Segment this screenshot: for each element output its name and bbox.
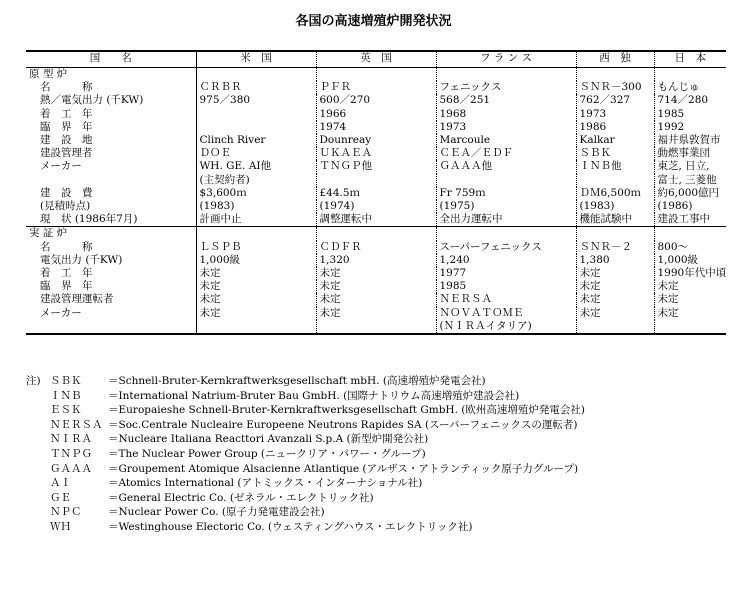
table-cell: 未定 (196, 280, 316, 293)
table-cell: 1973 (436, 121, 576, 134)
table-cell (436, 227, 576, 241)
notes-prefix (26, 462, 50, 477)
note-item (26, 418, 736, 433)
note-text: ＝Schnell-Bruter-Kernkraftwerksgesellschaft mbH. (高速増殖炉発電会社) (108, 375, 486, 387)
note-abbreviation: ＴＮＰＧ (50, 447, 92, 460)
note-abbreviation: ＥＳＫ (50, 404, 82, 417)
table-cell: 568／251 (436, 94, 576, 107)
table-cell (196, 320, 316, 334)
table-cell: ＰＦＲ (316, 81, 436, 94)
table-cell: (1983) (576, 200, 654, 213)
row-label (26, 174, 196, 187)
notes-prefix (26, 418, 50, 433)
table-cell: WH. GE. AI他 (196, 160, 316, 173)
table-cell: 1990年代中頃 (657, 267, 726, 280)
table-cell (316, 68, 436, 82)
row-label: 臨 界 年 (26, 121, 196, 134)
table-row (26, 94, 726, 107)
notes-prefix (26, 476, 50, 491)
table-cell (576, 174, 654, 187)
header-uk: 英 国 (316, 51, 436, 68)
row-label: (見積時点) (26, 200, 196, 213)
note-text: ＝Nuclear Power Co. (原子力発電建設会社) (108, 506, 325, 519)
note-text: ＝Soc.Centrale Nucleaire Europeene Neutrons Rapides SA (スーパーフェニックスの運転者) (108, 418, 578, 431)
note-text: ＝Nucleare Italiana Reacttori Avanzali S.p.A (新型炉開発公社) (108, 433, 429, 446)
table-cell: 1,380 (576, 254, 654, 267)
row-label: 建 設 費 (26, 187, 196, 200)
table-cell: (主契約者) (196, 174, 316, 187)
table-cell (654, 68, 726, 82)
table-row (26, 187, 726, 200)
table-cell: 機能試験中 (576, 213, 654, 227)
notes-prefix (26, 432, 50, 447)
note-item (26, 389, 736, 404)
row-label: 電気出力 (千KW) (26, 254, 196, 267)
table-cell: 未定 (316, 293, 436, 306)
table-cell: 未定 (576, 307, 654, 320)
table-cell: 富士, 三菱他 (657, 173, 717, 186)
table-cell (436, 174, 576, 187)
row-label: 名 称 (26, 81, 196, 94)
table-cell: 1985 (436, 280, 576, 293)
row-label: 建 設 地 (26, 134, 196, 147)
table-row (26, 280, 726, 293)
table-row (26, 320, 726, 334)
table-cell: 1,240 (436, 254, 576, 267)
note-item (26, 403, 736, 418)
table-cell: ＣＲＢＲ (196, 81, 316, 94)
table-cell (654, 320, 726, 334)
table-row (26, 68, 726, 82)
table-cell (576, 68, 654, 82)
table-cell (576, 227, 654, 241)
notes-prefix (26, 505, 50, 520)
note-text: ＝Europaieshe Schnell-Bruter-Kernkraftwerksgesellschaft GmbH. (欧州高速増殖炉発電会社) (108, 404, 585, 417)
table-cell: 計画中止 (196, 213, 316, 227)
table-cell: 建設工事中 (657, 213, 710, 226)
table-cell: 1977 (436, 267, 576, 280)
notes-prefix (26, 520, 50, 535)
header-country: 国 名 (26, 51, 196, 68)
note-text: ＝International Natrium-Bruter Bau GmbH. (国際ナトリウム高速増殖炉建設会社) (108, 389, 520, 402)
row-label: 熱／電気出力 (千KW) (26, 94, 196, 107)
table-cell (654, 227, 726, 241)
table-cell: ＳＢＫ (576, 147, 654, 160)
row-label: 原 型 炉 (26, 68, 196, 82)
table-cell (576, 320, 654, 334)
row-label: 現 状 (1986年7月) (26, 213, 196, 227)
note-abbreviation: ＷＨ (50, 520, 71, 533)
table-cell: 1,000級 (196, 254, 316, 267)
table-row (26, 108, 726, 121)
table-cell (316, 227, 436, 241)
table-cell: Kalkar (576, 134, 654, 147)
row-label: 臨 界 年 (26, 280, 196, 293)
note-item (26, 476, 736, 491)
table-cell: 1968 (436, 108, 576, 121)
table-cell (196, 68, 316, 82)
table-cell: ＴＮＧＰ他 (316, 160, 436, 173)
table-row (26, 160, 726, 173)
table-cell: Clinch River (196, 134, 316, 147)
table-cell: 福井県敦賀市 (657, 134, 721, 147)
table-cell: ＮＥＲＳＡ (436, 293, 576, 306)
table-cell: 600／270 (316, 94, 436, 107)
table-cell: 未定 (657, 293, 679, 306)
table-row (26, 134, 726, 147)
note-text: ＝Groupement Atomique Alsacienne Atlantique (アルザス・アトランティック原子力グループ) (108, 462, 579, 475)
table-cell: 1,000級 (657, 253, 699, 266)
note-item (26, 374, 736, 389)
table-cell: 未定 (316, 280, 436, 293)
table-cell (196, 121, 316, 134)
note-text: ＝The Nuclear Power Group (ニュークリア・パワー・グループ) (108, 447, 426, 460)
table-cell: 約6,000億円 (657, 186, 720, 199)
table-cell: 全出力運転中 (436, 213, 576, 227)
notes-prefix: 注) (26, 375, 41, 387)
table-cell: 未定 (657, 306, 679, 319)
table-row (26, 174, 726, 187)
table-cell: 1985 (657, 107, 685, 120)
table-cell: ＵＫＡＥＡ (316, 147, 436, 160)
note-item (26, 462, 736, 477)
table-cell: 未定 (196, 267, 316, 280)
table-cell: ＣＤＦＲ (316, 241, 436, 254)
notes-prefix (26, 389, 50, 404)
table-cell: 未定 (316, 267, 436, 280)
table-cell: £44.5ｍ (316, 187, 436, 200)
table-cell: (ＮＩＲＡイタリア) (436, 320, 576, 334)
row-label: メーカー (26, 160, 196, 173)
notes-prefix (26, 491, 50, 506)
table-row (26, 121, 726, 134)
table-row (26, 200, 726, 213)
table-row (26, 81, 726, 94)
table-cell: 800～ (657, 240, 689, 253)
table-cell: (1975) (436, 200, 576, 213)
table-cell: 未定 (576, 293, 654, 306)
table-row (26, 267, 726, 280)
table-cell: 714／280 (657, 94, 709, 107)
table-cell: 東芝, 日立, (657, 160, 710, 173)
table-cell: 未定 (196, 293, 316, 306)
table-cell: ＩＮＢ他 (576, 160, 654, 173)
table-cell: ＤＭ6,500ｍ (576, 187, 654, 200)
row-label: 建設管理者 (26, 147, 196, 160)
table-cell: (1986) (657, 200, 693, 213)
header-west-germany: 西 独 (576, 51, 654, 68)
row-label: メーカー (26, 307, 196, 320)
note-abbreviation: ＮＩＲＡ (50, 433, 92, 446)
row-label (26, 320, 196, 334)
table-cell: 未定 (316, 307, 436, 320)
table-cell (316, 174, 436, 187)
table-cell: Dounreay (316, 134, 436, 147)
note-abbreviation: ＮＥＲＳＡ (50, 418, 103, 431)
fbr-comparison-table (26, 50, 726, 335)
table-row (26, 254, 726, 267)
note-text: ＝Westinghouse Electoric Co. (ウェスティングハウス・エレクトリック社) (108, 520, 473, 533)
note-abbreviation: ＩＮＢ (50, 389, 82, 402)
note-abbreviation: ＡＩ (50, 477, 71, 490)
notes-section (26, 374, 736, 535)
table-cell: 動燃事業団 (657, 147, 710, 160)
note-item (26, 505, 736, 520)
table-row (26, 241, 726, 254)
table-row (26, 147, 726, 160)
table-cell (436, 68, 576, 82)
table-cell: 1974 (316, 121, 436, 134)
table-cell: ＳＮＲ－２ (576, 241, 654, 254)
table-header-row (26, 51, 726, 68)
table-cell: 1,320 (316, 254, 436, 267)
table-cell: 762／327 (576, 94, 654, 107)
note-abbreviation: ＧＡＡＡ (50, 462, 92, 475)
table-cell: ＧＡＡＡ他 (436, 160, 576, 173)
table-cell: スーパーフェニックス (436, 241, 576, 254)
notes-prefix (26, 447, 50, 462)
note-item (26, 520, 736, 535)
table-cell: 調整運転中 (316, 213, 436, 227)
table-cell: 1966 (316, 108, 436, 121)
row-label: 実 証 炉 (26, 227, 196, 241)
table-cell (196, 108, 316, 121)
table-cell: もんじゅ (657, 81, 700, 94)
table-cell: Marcoule (436, 134, 576, 147)
table-cell: ＤＯＥ (196, 147, 316, 160)
row-label: 着 工 年 (26, 267, 196, 280)
table-cell: 未定 (657, 280, 679, 293)
table-cell: $3,600ｍ (196, 187, 316, 200)
table-cell: Fr 759ｍ (436, 187, 576, 200)
table-row (26, 307, 726, 320)
table-cell: 1986 (576, 121, 654, 134)
table-cell: 未定 (576, 280, 654, 293)
table-cell: フェニックス (436, 81, 576, 94)
header-usa: 米 国 (196, 51, 316, 68)
note-abbreviation: ＮＰＣ (50, 506, 82, 519)
note-text: ＝General Electric Co. (ゼネラル・エレクトリック社) (108, 491, 374, 504)
table-cell (316, 320, 436, 334)
row-label: 名 称 (26, 241, 196, 254)
note-text: ＝Atomics International (アトミックス・インターナショナル社) (108, 477, 423, 490)
table-row (26, 293, 726, 306)
note-item (26, 432, 736, 447)
header-japan: 日 本 (654, 51, 726, 68)
table-cell: (1983) (196, 200, 316, 213)
document-title: 各国の高速増殖炉開発状況 (295, 14, 452, 29)
table-cell: ＣＥＡ／ＥＤＦ (436, 147, 576, 160)
note-item (26, 447, 736, 462)
table-cell (196, 227, 316, 241)
table-cell: 1992 (657, 120, 685, 133)
table-cell: 975／380 (196, 94, 316, 107)
table-cell: 1973 (576, 108, 654, 121)
table-cell: 未定 (576, 267, 654, 280)
table-cell: ＬＳＰＢ (196, 241, 316, 254)
note-abbreviation: ＳＢＫ (50, 375, 82, 387)
note-abbreviation: ＧＥ (50, 491, 71, 504)
row-label: 着 工 年 (26, 108, 196, 121)
table-cell: (1974) (316, 200, 436, 213)
table-row (26, 213, 726, 227)
notes-prefix (26, 403, 50, 418)
table-cell: ＮＯＶＡＴＯＭＥ (436, 307, 576, 320)
table-row (26, 227, 726, 241)
note-item (26, 491, 736, 506)
table-cell: 未定 (196, 307, 316, 320)
header-france: フ ラ ン ス (436, 51, 576, 68)
row-label: 建設管理運転者 (26, 293, 196, 306)
table-cell: ＳＮＲ－300 (576, 81, 654, 94)
